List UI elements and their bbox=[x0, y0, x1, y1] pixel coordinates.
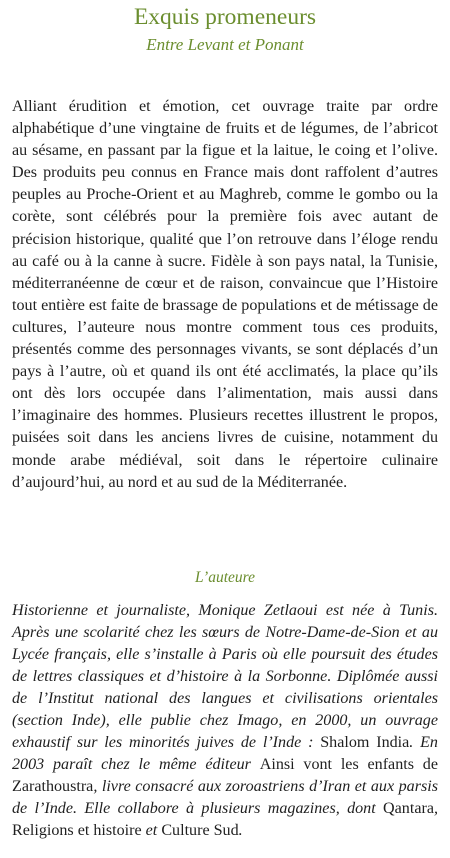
book-subtitle: Entre Levant et Ponant bbox=[146, 35, 304, 54]
author-bio-text-1: Historienne et journaliste, Monique Zetlaoui est née à Tunis. Après une scolarité chez les sœurs de Notre-Dame-de-Sion et au Lycée français, elle s’installe à Paris où elle poursuit des études de lettres classiques et d’histoire à la Sorbonne. Diplômée aussi de l’Institut national des langues et civilisations orientales (section Inde), elle publie chez Imago, en 2000, un ouvrage exhaustif sur les minorités juives de l’Inde : bbox=[12, 602, 438, 751]
author-section-heading: L’auteure bbox=[195, 569, 255, 586]
book-title-shalom-india: Shalom India bbox=[320, 734, 410, 751]
magazine-religions-histoire: Religions et histoire bbox=[12, 822, 142, 839]
book-description: Alliant érudition et émotion, cet ouvrage traite par ordre alphabétique d’une vingtaine de fruits et de légumes, de l’abricot au sésame, en passant par la figue et la laitue, le coing et l’olive. Des produits peu connus en France mais dont raffolent d’autres peuples au Proche-Orient et au Maghreb, comme le gombo ou la corète, sont célébrés pour la première fois avec autant de précision historique, qualité que l’on retrouve dans l’éloge rendu au café ou à la canne à sucre. Fidèle à son pays natal, la Tunisie, méditerranéenne de cœur et de raison, convaincue que l’Histoire tout entière est faite de brassage de populations et de métissage de cultures, l’auteure nous montre comment tous ces produits, présentés comme des personnages vivants, se sont déplacés d’un pays à l’autre, où et quand ils ont été acclimatés, la place qu’ils ont dès lors occupée dans l’alimentation, mais aussi dans l’imaginaire des hommes. Plusieurs recettes illustrent le propos, puisées soit dans les anciens livres de cuisine, notamment du monde arabe médiéval, soit dans le répertoire culinaire d’aujourd’hui, au nord et au sud de la Méditerranée. bbox=[12, 98, 438, 491]
author-bio-text-2: . En 2003 paraît chez le même éditeur bbox=[12, 734, 438, 773]
author-bio-end: . bbox=[238, 822, 243, 839]
author-biography bbox=[12, 600, 438, 842]
magazine-culture-sud: Culture Sud bbox=[161, 822, 239, 839]
author-bio-separator-2: et bbox=[141, 822, 162, 839]
magazine-qantara: Qantara bbox=[383, 800, 434, 817]
author-bio-text-3: , livre consacré aux zoroastriens d’Iran et aux parsis de l’Inde. Elle collabore à plusieurs magazines, dont bbox=[12, 778, 438, 817]
book-title-zarathoustra: Ainsi vont les enfants de Zarathoustra bbox=[12, 756, 438, 795]
book-title: Exquis promeneurs bbox=[133, 4, 317, 30]
author-bio-separator-1: , bbox=[433, 800, 438, 817]
